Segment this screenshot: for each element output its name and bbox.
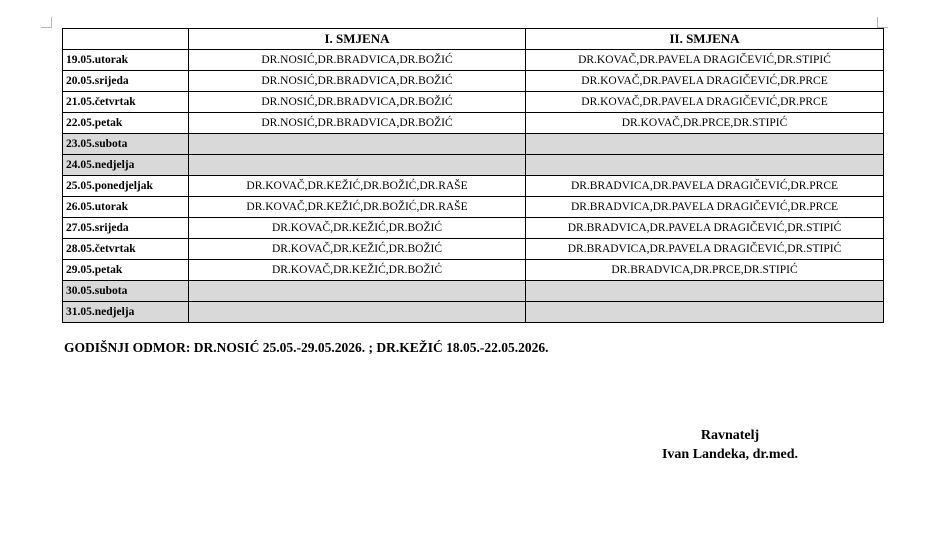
row-shift-1: DR.KOVAČ,DR.KEŽIĆ,DR.BOŽIĆ — [189, 239, 526, 260]
table-row — [63, 176, 884, 197]
row-shift-2: DR.KOVAČ,DR.PAVELA DRAGIČEVIĆ,DR.STIPIĆ — [526, 50, 884, 71]
row-shift-2 — [526, 302, 884, 323]
row-shift-1: DR.NOSIĆ,DR.BRADVICA,DR.BOŽIĆ — [189, 71, 526, 92]
row-shift-1 — [189, 281, 526, 302]
page-corner-mark-left — [41, 17, 52, 28]
row-shift-2: DR.KOVAČ,DR.PAVELA DRAGIČEVIĆ,DR.PRCE — [526, 71, 884, 92]
table-row — [63, 134, 884, 155]
row-day: 19.05.utorak — [63, 50, 189, 71]
table-body — [63, 50, 884, 323]
row-shift-1: DR.NOSIĆ,DR.BRADVICA,DR.BOŽIĆ — [189, 50, 526, 71]
row-day: 23.05.subota — [63, 134, 189, 155]
row-shift-1: DR.KOVAČ,DR.KEŽIĆ,DR.BOŽIĆ,DR.RAŠE — [189, 176, 526, 197]
table-row — [63, 281, 884, 302]
row-day: 24.05.nedjelja — [63, 155, 189, 176]
row-shift-1: DR.NOSIĆ,DR.BRADVICA,DR.BOŽIĆ — [189, 113, 526, 134]
row-day: 27.05.srijeda — [63, 218, 189, 239]
row-day: 21.05.četvrtak — [63, 92, 189, 113]
row-day: 26.05.utorak — [63, 197, 189, 218]
row-shift-1: DR.NOSIĆ,DR.BRADVICA,DR.BOŽIĆ — [189, 92, 526, 113]
row-shift-2: DR.BRADVICA,DR.PAVELA DRAGIČEVIĆ,DR.PRCE — [526, 197, 884, 218]
row-day: 22.05.petak — [63, 113, 189, 134]
table-row — [63, 218, 884, 239]
row-shift-2: DR.BRADVICA,DR.PAVELA DRAGIČEVIĆ,DR.STIPIĆ — [526, 239, 884, 260]
row-shift-2: DR.BRADVICA,DR.PAVELA DRAGIČEVIĆ,DR.PRCE — [526, 176, 884, 197]
row-shift-1: DR.KOVAČ,DR.KEŽIĆ,DR.BOŽIĆ — [189, 218, 526, 239]
table-row — [63, 239, 884, 260]
row-shift-1 — [189, 134, 526, 155]
table-row — [63, 197, 884, 218]
row-shift-1: DR.KOVAČ,DR.KEŽIĆ,DR.BOŽIĆ — [189, 260, 526, 281]
row-day: 25.05.ponedjeljak — [63, 176, 189, 197]
signature-title: Ravnatelj — [700, 428, 760, 443]
vacation-note: GODIŠNJI ODMOR: DR.NOSIĆ 25.05.-29.05.2026. ; DR.KEŽIĆ 18.05.-22.05.2026. — [64, 340, 549, 355]
row-shift-2 — [526, 134, 884, 155]
signature-block — [640, 426, 820, 464]
table-row — [63, 92, 884, 113]
row-shift-2: DR.BRADVICA,DR.PRCE,DR.STIPIĆ — [526, 260, 884, 281]
row-day: 30.05.subota — [63, 281, 189, 302]
header-shift-1: I. SMJENA — [189, 29, 526, 50]
row-shift-2 — [526, 155, 884, 176]
row-shift-2 — [526, 281, 884, 302]
row-shift-1: DR.KOVAČ,DR.KEŽIĆ,DR.BOŽIĆ,DR.RAŠE — [189, 197, 526, 218]
row-shift-2: DR.KOVAČ,DR.PRCE,DR.STIPIĆ — [526, 113, 884, 134]
table-row — [63, 260, 884, 281]
table-row — [63, 50, 884, 71]
signature-name: Ivan Landeka, dr.med. — [661, 447, 799, 462]
header-shift-2: II. SMJENA — [526, 29, 884, 50]
row-day: 29.05.petak — [63, 260, 189, 281]
row-day: 31.05.nedjelja — [63, 302, 189, 323]
row-day: 20.05.srijeda — [63, 71, 189, 92]
row-shift-1 — [189, 302, 526, 323]
table-row — [63, 71, 884, 92]
row-day: 28.05.četvrtak — [63, 239, 189, 260]
table-row — [63, 113, 884, 134]
shift-schedule-table — [62, 28, 884, 323]
row-shift-1 — [189, 155, 526, 176]
page-corner-mark-right — [877, 17, 888, 28]
row-shift-2: DR.KOVAČ,DR.PAVELA DRAGIČEVIĆ,DR.PRCE — [526, 92, 884, 113]
row-shift-2: DR.BRADVICA,DR.PAVELA DRAGIČEVIĆ,DR.STIPIĆ — [526, 218, 884, 239]
table-header-row — [63, 29, 884, 50]
table-row — [63, 302, 884, 323]
header-day — [63, 29, 189, 50]
table-row — [63, 155, 884, 176]
